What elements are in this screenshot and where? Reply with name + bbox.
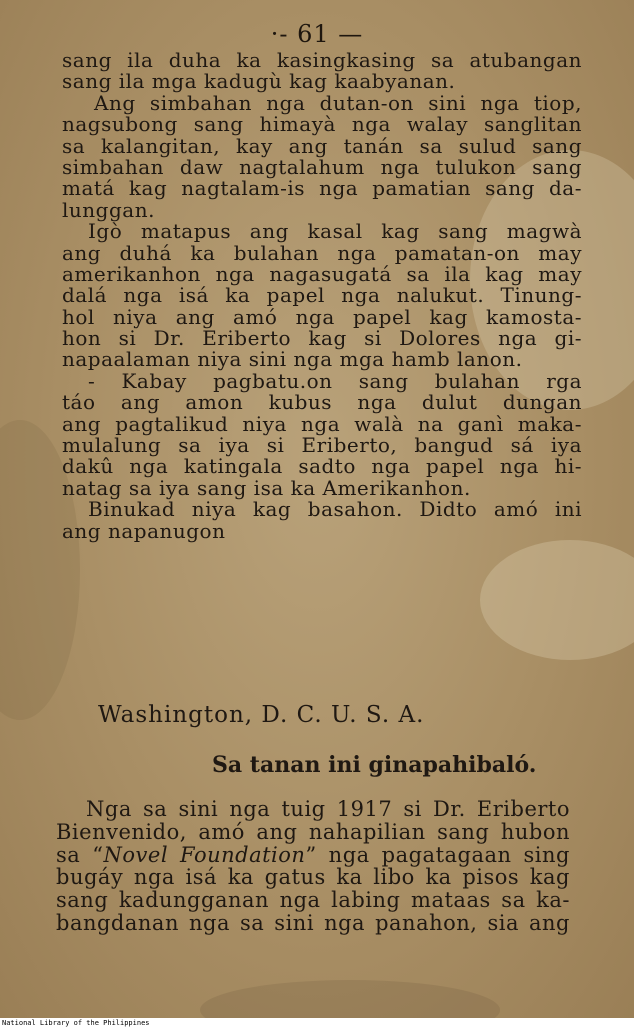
library-caption: National Library of the Philippines [0,1018,634,1028]
text-line: Bienvenido, amó ang nahapilian sang hubon [56,819,570,844]
text-line: bugáy nga isá ka gatus ka libo ka pisos kag [56,865,570,890]
text-line: Binukad niya kag basahon. Didto amó ini [88,497,582,522]
text-line: nagsubong sang himayà nga walay sanglitan [62,112,582,137]
text-line: dakû nga katingala sadto nga papel nga hi- [62,454,582,479]
text-line: Ang simbahan nga dutan-on sini nga tiop, [94,90,582,115]
text-line: ang duhá ka bulahan nga pamatan-on may [62,240,582,265]
text-line: ang napanugon [62,518,226,543]
text-line: hon si Dr. Eriberto kag si Dolores nga gi- [62,326,582,351]
paper-stain [480,540,634,660]
text-line: napaalaman niya sini nga mga hamb lanon. [62,347,523,372]
text-line: natag sa iya sang isa ka Amerikanhon. [62,475,471,500]
letter-heading: Sa tanan ini ginapahibaló. [212,752,537,778]
text-line: simbahan daw nagtalahum nga tulukon sang [62,154,582,179]
text-line: matá kag nagtalam-is nga pamatian sang da- [62,176,582,201]
page-number: ·- 61 — [270,20,364,48]
text-line: bangdanan nga sa sini nga panahon, sia ang [56,910,570,935]
quote-open: sa “ [56,842,104,867]
text-line [56,844,570,867]
text-line: sa kalangitan, kay ang tanán sa sulud sang [62,133,582,158]
text-line: amerikanhon nga nagasugatá sa ila kag may [62,261,582,286]
foundation-name: Novel Foundation [103,842,306,867]
letter-text [56,798,570,935]
text-line: lunggan. [62,197,155,222]
text-line: ang pagtalikud niya nga walà na ganì maka- [62,411,582,436]
text-line: dalá nga isá ka papel nga nalukut. Tinung- [62,283,582,308]
text-line: sang kadungganan nga labing mataas sa ka- [56,888,570,913]
text-line: sang ila mga kadugù kag kaabyanan. [62,69,456,94]
text-line: táo ang amon kubus nga dulut dungan [62,390,582,415]
text-line: sang ila duha ka kasingkasing sa atubangan [62,48,582,72]
text-line: Igò matapus ang kasal kag sang magwà [88,219,582,244]
text-line: Nga sa sini nga tuig 1917 si Dr. Eriberto [86,797,570,821]
paper-stain [200,980,500,1018]
letter-address: Washington, D. C. U. S. A. [98,702,425,728]
text-line: - Kabay pagbatu.on sang bulahan rga [88,368,582,393]
text-line: mulalung sa iya si Eriberto, bangud sá iya [62,433,582,458]
quote-close: ” nga pagatagaan sing [305,842,570,867]
text-line: hol niya ang amó nga papel kag kamosta- [62,304,582,329]
narrative-text [62,50,582,542]
